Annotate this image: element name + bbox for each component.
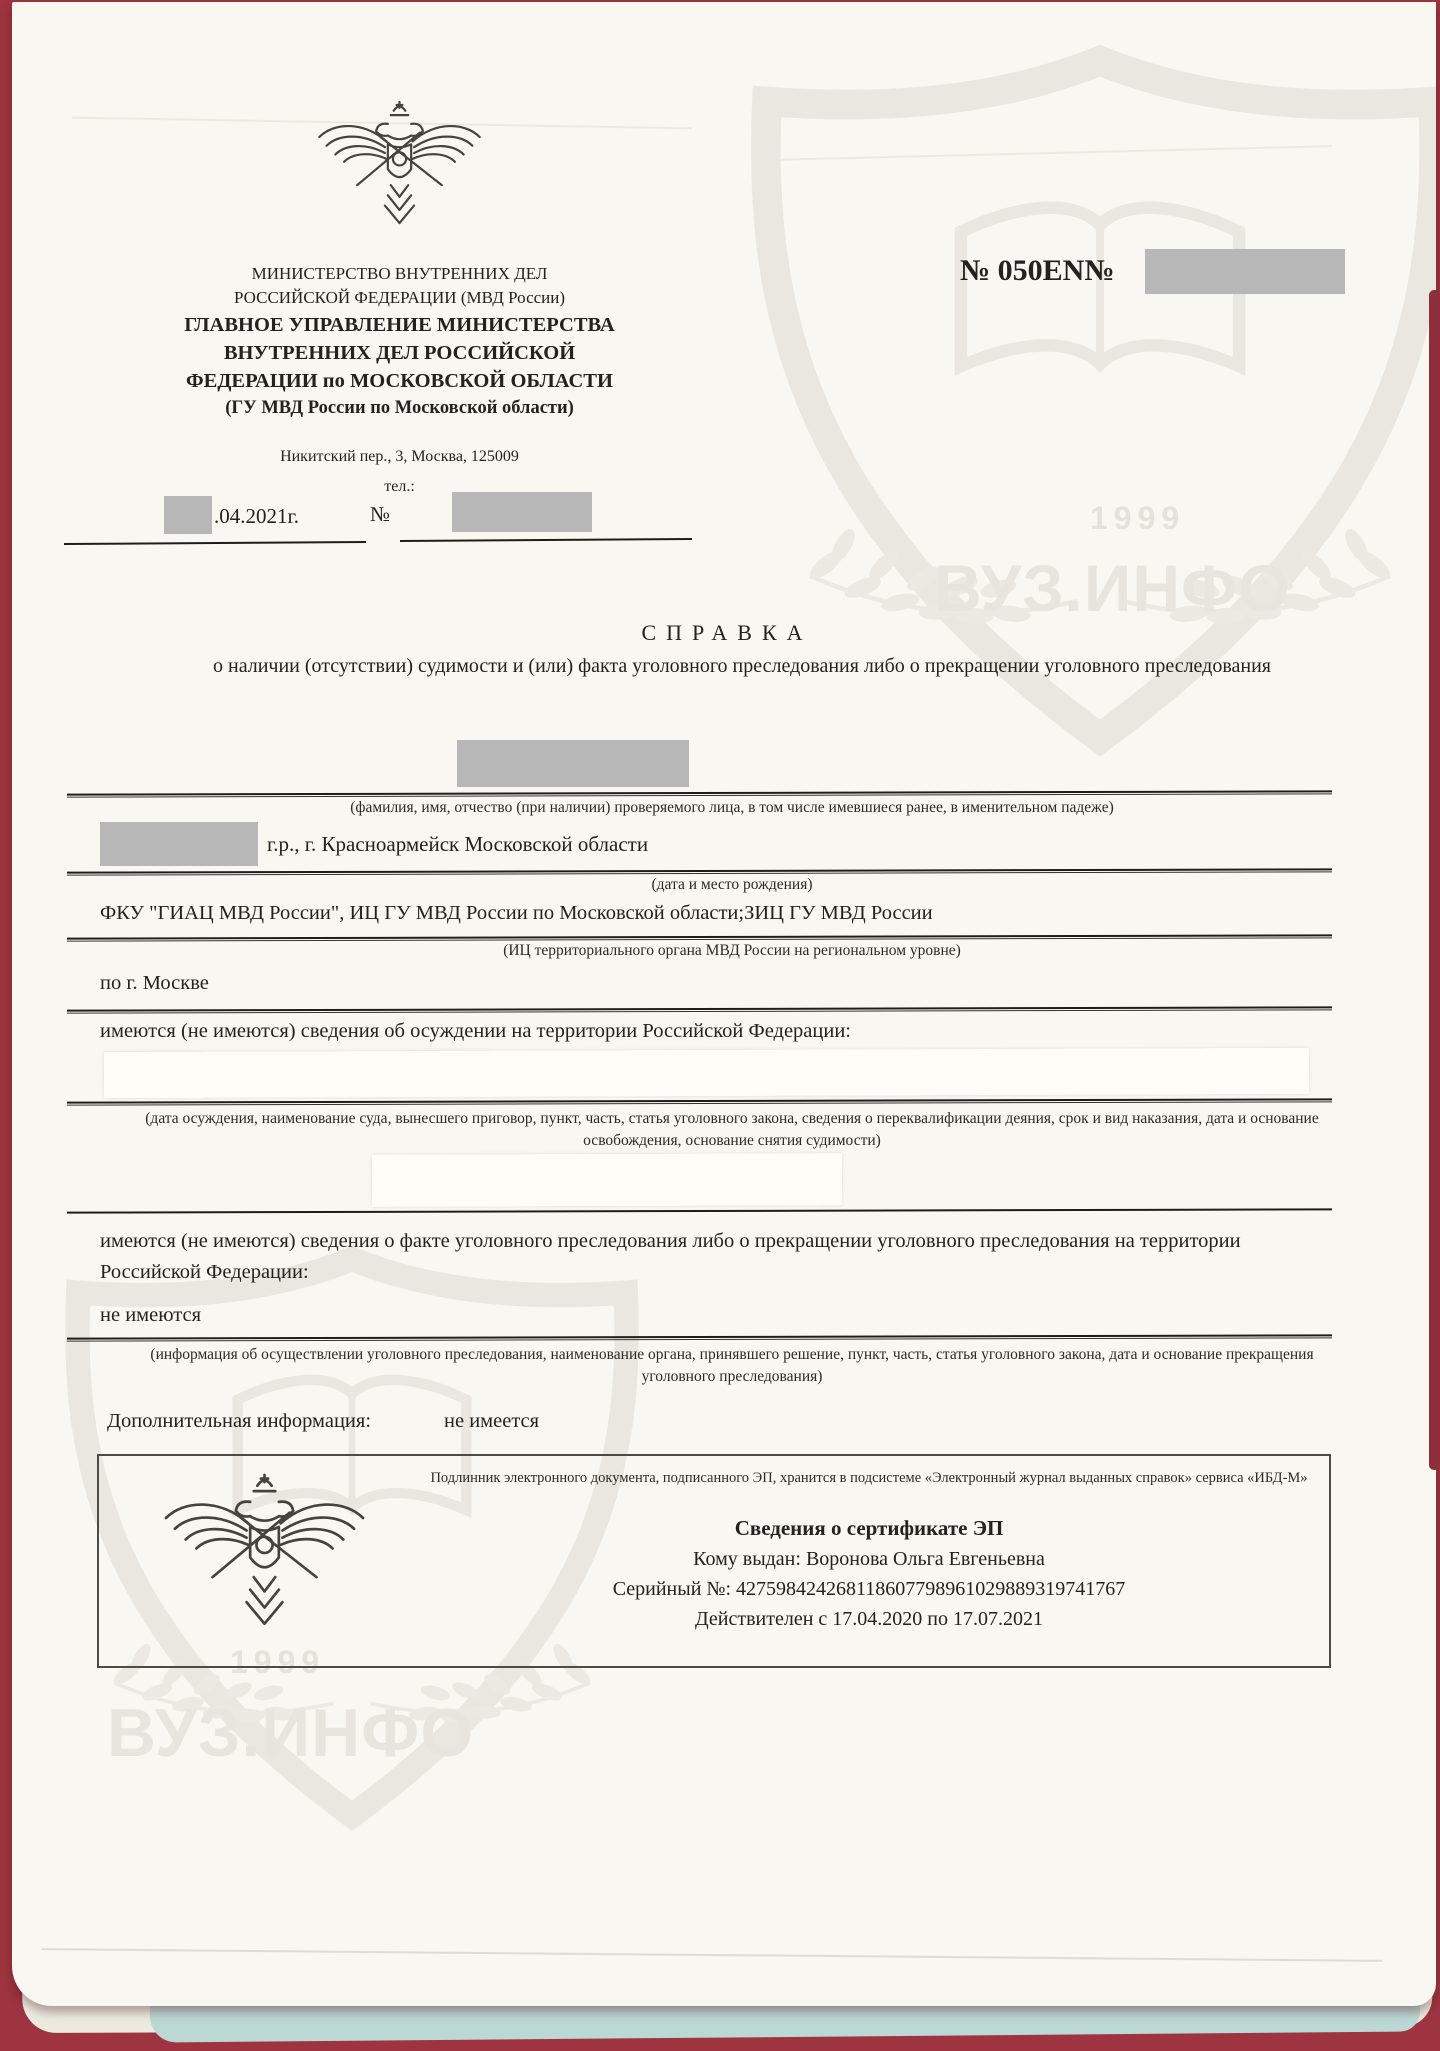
registry2-underline bbox=[67, 1006, 1332, 1011]
correction-tape-patch bbox=[372, 1153, 842, 1207]
conviction-caption: (дата осуждения, наименование суда, вынесшего приговор, пункт, часть, статья уголовного закона, сведения о переквалификации деяния, срок и вид наказания, дата и основание освобождения, основание снятия судимости) bbox=[145, 1110, 1319, 1149]
certificate-serial: Серийный №: 427598424268118607798961029889319741767 bbox=[612, 1578, 1126, 1600]
name-underline bbox=[67, 790, 1332, 795]
org-name-line: (ГУ МВД России по Московской области) bbox=[225, 398, 574, 418]
background-red-sliver bbox=[1429, 290, 1440, 1470]
conviction-underline bbox=[67, 1098, 1332, 1103]
watermark-brand: ВУЗ.ИНФО bbox=[934, 551, 1291, 625]
org-name-line: МИНИСТЕРСТВО ВНУТРЕННИХ ДЕЛ bbox=[251, 264, 548, 283]
org-name-line: ФЕДЕРАЦИИ по МОСКОВСКОЙ ОБЛАСТИ bbox=[186, 370, 613, 392]
mvd-eagle-emblem bbox=[312, 92, 487, 252]
date-underline bbox=[64, 541, 366, 545]
registry-caption: (ИЦ территориального органа МВД России на региональном уровне) bbox=[503, 942, 961, 959]
watermark-brand: ВУЗ.ИНФО bbox=[107, 1695, 475, 1771]
issue-date: .04.2021г. bbox=[214, 504, 299, 528]
certificate-validity: Действителен с 17.04.2020 по 17.07.2021 bbox=[695, 1608, 1043, 1630]
watermark-year: 1999 bbox=[1090, 500, 1186, 536]
document-subtitle: о наличии (отсутствии) судимости и (или) факта уголовного преследования либо о прекращении уголовного преследования bbox=[212, 655, 1272, 677]
redaction-box-birth-date bbox=[100, 822, 258, 866]
number-underline bbox=[400, 538, 692, 542]
conviction-underline-2 bbox=[67, 1208, 1332, 1213]
signature-disclaimer: Подлинник электронного документа, подписанного ЭП, хранится в подсистеме «Электронный журнал выданных справок» сервиса «ИБД-М» bbox=[430, 1470, 1308, 1486]
correction-tape-patch bbox=[104, 1048, 1309, 1098]
conviction-record-label: имеются (не имеются) сведения об осуждении на территории Российской Федерации: bbox=[100, 1020, 852, 1042]
document-page bbox=[12, 2, 1436, 2006]
org-name-line: РОССИЙСКОЙ ФЕДЕРАЦИИ (МВД России) bbox=[233, 288, 566, 307]
org-address: Никитский пер., 3, Москва, 125009 bbox=[280, 448, 519, 465]
redaction-box-certificate-number bbox=[1145, 249, 1345, 294]
mvd-eagle-emblem-small bbox=[157, 1466, 372, 1656]
org-phone-label: тел.: bbox=[384, 478, 415, 495]
additional-info-label: Дополнительная информация: bbox=[107, 1410, 372, 1432]
birth-caption: (дата и место рождения) bbox=[651, 876, 813, 893]
birth-place-value: г.р., г. Красноармейск Московской области bbox=[267, 832, 649, 856]
org-name-line: ВНУТРЕННИХ ДЕЛ РОССИЙСКОЙ bbox=[223, 342, 576, 364]
registry-authority-value-2: по г. Москве bbox=[100, 972, 209, 994]
watermark-year: 1999 bbox=[230, 1644, 326, 1680]
registry-underline bbox=[67, 934, 1332, 939]
number-sign: № bbox=[370, 502, 391, 526]
org-name-line: ГЛАВНОЕ УПРАВЛЕНИЕ МИНИСТЕРСТВА bbox=[184, 314, 615, 336]
document-title: СПРАВКА bbox=[641, 620, 813, 645]
certificate-info-title: Сведения о сертификате ЭП bbox=[734, 1516, 1004, 1540]
certificate-number: № 050EN№ bbox=[960, 254, 1115, 287]
certificate-issued-to: Кому выдан: Воронова Ольга Евгеньевна bbox=[693, 1548, 1045, 1570]
prosecution-caption: (информация об осуществлении уголовного преследования, наименование органа, принявшего решение, пункт, часть, статья уголовного закона, дата и основание прекращения уголовного преследования) bbox=[150, 1346, 1314, 1385]
redaction-box-person-name bbox=[457, 740, 689, 787]
signature-certificate-box bbox=[97, 1454, 1331, 1668]
registry-authority-value: ФКУ "ГИАЦ МВД России", ИЦ ГУ МВД России по Московской области;ЗИЦ ГУ МВД России bbox=[100, 902, 933, 924]
prosecution-record-label: имеются (не имеются) сведения о факте уголовного преследования либо о прекращении уголовного преследования на территории Российской Федерации: bbox=[100, 1230, 1241, 1283]
redaction-box-date bbox=[164, 496, 212, 534]
name-caption: (фамилия, имя, отчество (при наличии) проверяемого лица, в том числе имевшиеся ранее, в именительном падеже) bbox=[350, 799, 1114, 816]
prosecution-record-value: не имеются bbox=[100, 1304, 202, 1326]
redaction-box-outgoing-number bbox=[452, 492, 592, 532]
additional-info-value: не имеется bbox=[444, 1410, 540, 1432]
bottom-sheet-edge bbox=[42, 1948, 1382, 1962]
birth-underline bbox=[67, 868, 1332, 873]
